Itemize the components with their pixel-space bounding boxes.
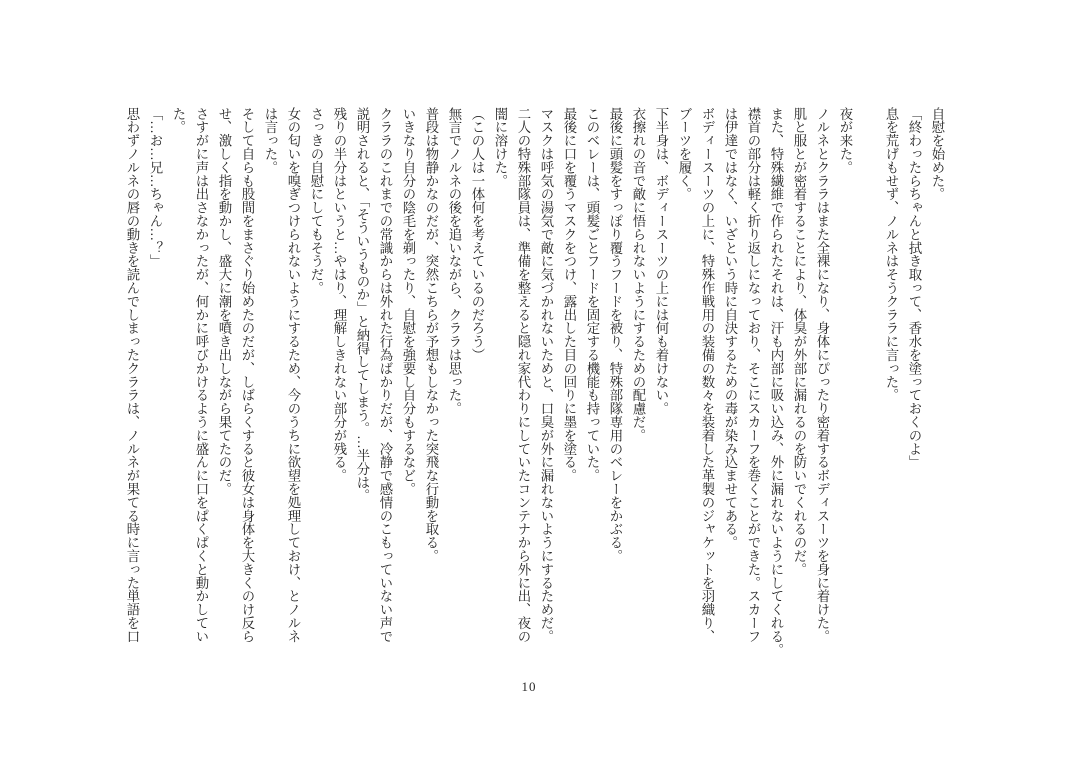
text-line: 闇に溶けた。 — [493, 107, 508, 188]
text-line: ノルネとクララはまた全裸になり、身体にぴったり密着するボディスーツを身に着けた。 — [815, 107, 830, 643]
blank-line — [857, 107, 880, 659]
text-line: た。 — [171, 107, 186, 134]
text-line: いきなり自分の陰毛を剃ったり、自慰を強要し自分もするなど。 — [401, 107, 416, 496]
text-line: クララのこれまでの常識からは外れた行為ばかりだが、冷静で感情のこもっていない声で — [378, 107, 393, 643]
text-line: ブーツを履く。 — [677, 107, 692, 201]
text-line: は言った。 — [263, 107, 278, 174]
text-line: 思わずノルネの唇の動きを読んでしまったクララは、ノルネが果てる時に言った単語を口 — [125, 107, 140, 643]
text-line: さすがに声は出さなかったが、何かに呼びかけるように盛んに口をぱくぱくと動かしてい — [194, 107, 209, 643]
text-line: 自慰を始めた。 — [930, 107, 945, 201]
text-line: せ、激しく指を動かし、盛大に潮を噴き出しながら果てたのだ。 — [217, 107, 232, 496]
text-line: 下半身は、ボディースーツの上には何も着けない。 — [654, 107, 669, 416]
text-line: 女の匂いを嗅ぎつけられないようにするため、今のうちに欲望を処理しておけ、とノルネ — [286, 107, 301, 643]
text-line: 「終わったらちゃんと拭き取って、香水を塗っておくのよ」 — [907, 107, 922, 469]
text-line: 衣擦れの音で敵に悟られないようにするための配慮だ。 — [631, 107, 646, 442]
text-line: 残りの半分はというと…やはり、理解しきれない部分が残る。 — [332, 107, 347, 483]
text-line: このベレーは、頭髪ごとフードを固定する機能も持っていた。 — [585, 107, 600, 483]
text-line: （この人は一体何を考えているのだろう） — [470, 107, 485, 362]
text-line: ボディースーツの上に、特殊作戦用の装備の数々を装着した革製のジャケットを羽織り、 — [700, 107, 715, 643]
text-line: マスクは呼気の湯気で敵に気づかれないためと、口臭が外に漏れないようにするためだ。 — [539, 107, 554, 643]
text-line: は伊達ではなく、いざという時に自決するための毒が染み込ませてある。 — [723, 107, 738, 550]
text-line: 襟首の部分は軽く折り返しになっており、そこにスカーフを巻くことができた。スカーフ — [746, 107, 761, 643]
text-line: そして自らも股間をまさぐり始めたのだが、しばらくすると彼女は身体を大きくのけ反ら — [240, 107, 255, 643]
text-line: 「…お…兄…ちゃん…？」 — [148, 107, 163, 268]
text-line: 無言でノルネの後を追いながら、クララは思った。 — [447, 107, 462, 416]
text-line: 説明されると、「そういうものか」と納得してしまう。…半分は。 — [355, 107, 370, 503]
text-line: 最後に頭髪をすっぽり覆うフードを被り、特殊部隊専用のベレーをかぶる。 — [608, 107, 623, 563]
text-line: 最後に口を覆うマスクをつけ、露出した目の回りに墨を塗る。 — [562, 107, 577, 483]
text-line: 二人の特殊部隊員は、準備を整えると隠れ家代わりにしていたコンテナから外に出、夜の — [516, 107, 531, 643]
page-number: 10 — [521, 679, 537, 694]
text-line: また、特殊繊維で作られたそれは、汗も内部に吸い込み、外に漏れないようにしてくれる。 — [769, 107, 784, 657]
vertical-text-block — [121, 107, 949, 659]
text-line: 普段は物静かなのだが、突然こちらが予想もしなかった突飛な行動を取る。 — [424, 107, 439, 563]
text-line: 夜が来た。 — [838, 107, 853, 174]
text-line: さっきの自慰にしてもそうだ。 — [309, 107, 324, 295]
text-line: 息を荒げもせず、ノルネはそうクララに言った。 — [884, 107, 899, 402]
text-line: 肌と服とが密着することにより、体臭が外部に漏れるのを防いでくれるのだ。 — [792, 107, 807, 576]
